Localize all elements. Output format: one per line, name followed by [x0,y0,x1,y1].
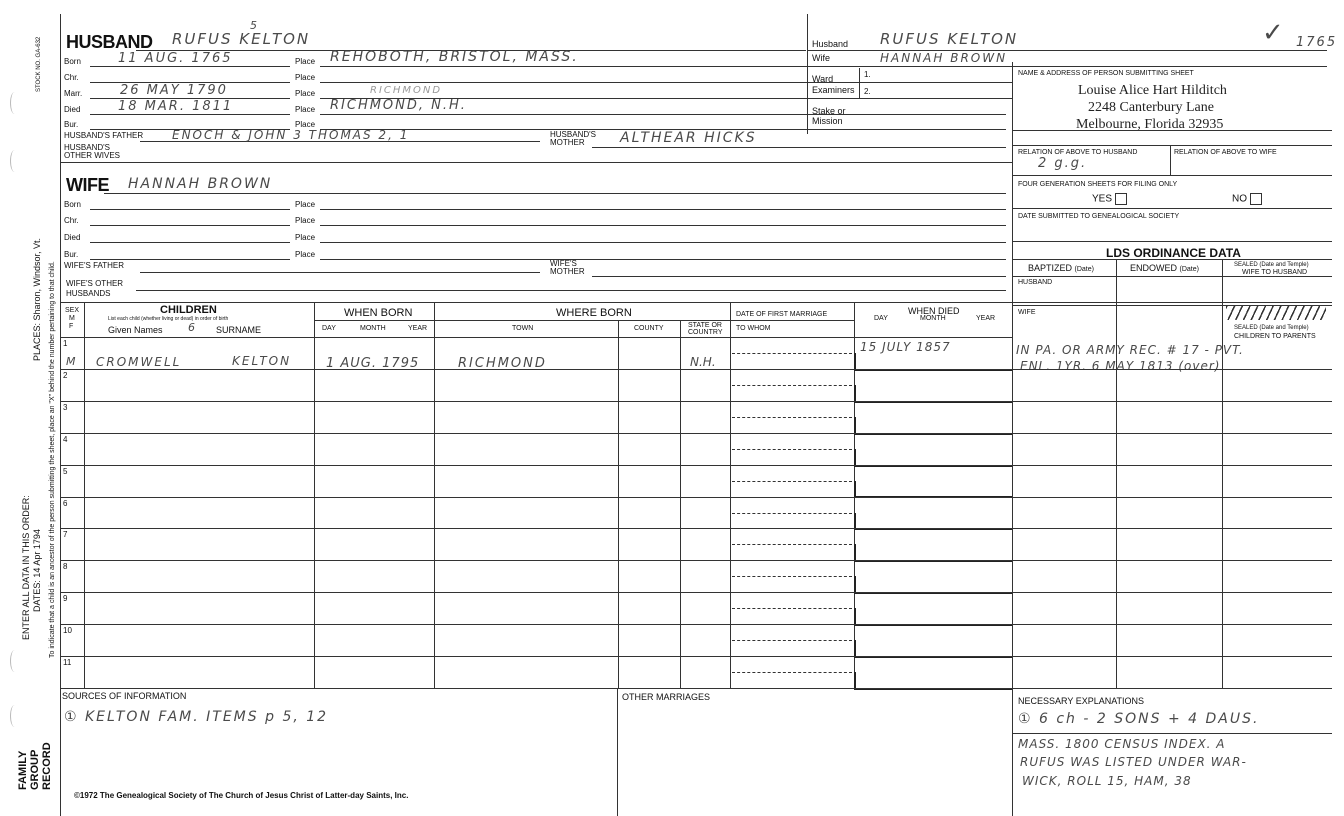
ward-husband-label: Husband [812,39,849,49]
born-month-label: MONTH [360,325,386,332]
yes-label: YES [1092,193,1113,205]
group-label: GROUP [29,749,41,790]
marriage-dash-line [732,449,852,450]
husband-heading: HUSBAND [66,32,153,52]
submitter-label: NAME & ADDRESS OF PERSON SUBMITTING SHEET [1018,70,1194,77]
sealed-children-label-1: SEALED (Date and Temple) [1234,325,1309,331]
child-row-number: 8 [63,562,68,572]
lds-header-line [1012,276,1332,277]
born-day-label: DAY [322,325,336,332]
husband-died: 18 MAR. 1811 [118,99,234,114]
no-checkbox[interactable] [1250,193,1262,205]
col-state [680,320,681,688]
date-submitted-bottom-line [1012,241,1332,242]
husband-born: 11 AUG. 1765 [118,51,233,66]
family-label: FAMILY [17,750,29,790]
rel-husband-label: RELATION OF ABOVE TO HUSBAND [1018,149,1138,156]
husband-section-bottom [60,162,1012,163]
ward-label: Ward [812,74,834,84]
lds-note-2: ENL. 1YR. 6 MAY 1813 (over) [1020,359,1221,373]
relation-divider [1170,145,1171,175]
child-1-died: 15 JULY 1857 [860,340,951,354]
state-label-1: STATE OR [688,322,722,329]
wife-other-label-2: HUSBANDS [66,289,111,298]
examiners-label: Examiners [812,85,855,95]
footer-top-line [60,688,1332,689]
date-submitted-label: DATE SUBMITTED TO GENEALOGICAL SOCIETY [1018,213,1180,220]
col-county [618,320,619,688]
child-row-line [60,656,1332,657]
footer-divider [617,688,618,816]
relation-top-line [1012,145,1332,146]
child-row-number: 7 [63,530,68,540]
child-row-line [60,465,1332,466]
given-count: 6 [188,321,197,334]
child-1-state: N.H. [690,355,716,369]
sources-value: ① KELTON FAM. ITEMS p 5, 12 [64,709,329,725]
chr-label: Chr. [64,73,79,82]
places-note: PLACES: Sharon, Windsor, Vt. [32,237,42,361]
sealed-children-label-2: CHILDREN TO PARENTS [1234,333,1316,340]
husband-died-place: RICHMOND, N.H. [330,98,467,113]
ancestor-note: To indicate that a child is an ancestor of the person submitting the sheet, place an "X" behind the number pertaining to that child. [49,261,56,658]
rel-husband-value: 2 g.g. [1038,156,1088,171]
punch-hole [10,705,19,727]
examiner-bottom-line [807,98,1012,99]
child-row-number: 11 [63,658,72,667]
child-row-number: 4 [63,434,68,444]
other-wives-label-2: OTHER WIVES [64,151,121,160]
submitter-line [1012,130,1332,131]
mission-label: Mission [812,116,843,126]
child-row-number: 9 [63,594,68,604]
wife-section-bottom [60,302,1332,303]
relation-bottom-line [1012,175,1332,176]
check-mark-icon: ✓ [1262,18,1284,48]
sources-label: SOURCES OF INFORMATION [62,691,187,701]
wife-name-line [104,193,1006,194]
yes-checkbox[interactable] [1115,193,1127,205]
place-label: Place [295,89,316,98]
to-whom-label: TO WHOM [736,325,771,332]
place-label: Place [295,200,316,209]
wife-died-place-line [320,242,1006,243]
children-subtitle: List each child (whether living or dead) in order of birth [108,316,229,322]
lds-husband-label: HUSBAND [1018,279,1053,286]
wife-born-label: Born [64,200,81,209]
child-row-number: 6 [63,498,68,508]
when-died-label: WHEN DIED [908,306,960,316]
sex-f-label: F [69,323,74,330]
explanations-label: NECESSARY EXPLANATIONS [1018,696,1145,706]
yes-option[interactable] [1092,193,1127,205]
marriage-dash-line [732,544,852,545]
dates-note: DATES: 14 Apr 1794 [32,529,42,612]
first-marriage-label: DATE OF FIRST MARRIAGE [736,311,828,318]
child-row-line [60,560,1332,561]
endowed-text: ENDOWED [1130,263,1177,273]
four-gen-bottom-line [1012,208,1332,209]
child-row-number: 3 [63,402,68,412]
died-place-line [320,114,1006,115]
died-year-label: YEAR [976,315,996,322]
punch-hole [10,150,19,172]
when-born-label: WHEN BORN [344,307,413,319]
sealed-wife-label-2: WIFE TO HUSBAND [1242,269,1308,276]
lds-title-line [1012,259,1332,260]
punch-hole [10,92,19,114]
child-1-born: 1 AUG. 1795 [326,356,420,371]
wife-other-label-1: WIFE'S OTHER [66,279,124,288]
explanation-line-4: WICK, ROLL 15, HAM, 38 [1022,774,1192,788]
born-label: Born [64,57,81,66]
husband-mother: ALTHEAR HICKS [620,130,757,146]
submitter-street: 2248 Canterbury Lane [1088,100,1214,115]
no-option[interactable] [1232,193,1262,205]
wife-chr-line [90,225,290,226]
husband-superscript: 5 [250,19,259,32]
husband-father: ENOCH & JOHN 3 THOMAS 2, 1 [172,128,410,142]
frame-left [60,14,61,816]
child-row-line [60,433,1332,434]
col-marriage [730,302,731,688]
marriage-dash-line [732,417,852,418]
year-note: 1765 [1296,35,1338,50]
died-label: Died [64,105,81,114]
enter-order-note: ENTER ALL DATA IN THIS ORDER: [21,495,31,640]
ward-wife-line [807,66,1327,67]
marriage-dash-line [732,640,852,641]
other-marriages-label: OTHER MARRIAGES [622,692,711,702]
child-row-line [60,624,1332,625]
child-row-line [60,497,1332,498]
husband-father-label: HUSBAND'S FATHER [64,131,144,140]
marriage-dash-line [732,353,852,354]
place-label: Place [295,216,316,225]
died-day-label: DAY [874,315,888,322]
wife-mother-line [592,276,1006,277]
when-born-line [314,320,434,321]
husband-name: RUFUS KELTON [172,30,311,48]
child-row-line [60,369,1332,370]
no-label: NO [1232,193,1247,205]
died-month-label: MONTH [920,315,946,322]
child-row-line [60,592,1332,593]
stock-number: STOCK NO. GA-632 [36,36,42,92]
marriage-dash-line [732,385,852,386]
husband-mother-line [592,147,1006,148]
place-label: Place [295,57,316,66]
child-1-town: RICHMOND [458,356,547,371]
four-gen-label: FOUR GENERATION SHEETS FOR FILING ONLY [1018,181,1178,188]
endowed-label [1130,264,1199,273]
wife-chr-label: Chr. [64,216,79,225]
wife-bur-label: Bur. [64,250,79,259]
examiner-2: 2. [864,87,871,96]
child-1-given: CROMWELL [96,355,182,369]
wife-died-line [90,242,290,243]
place-label: Place [295,120,316,129]
given-names-label: Given Names [108,325,163,335]
child-row-number: 1 [63,339,68,348]
rel-wife-label: RELATION OF ABOVE TO WIFE [1174,149,1277,156]
where-born-line [434,320,730,321]
explanation-divider [1012,733,1332,734]
place-label: Place [295,105,316,114]
husband-mother-label-1: HUSBAND'S [550,130,596,139]
examiner-1: 1. [864,70,871,79]
child-1-sex: M [66,355,76,368]
other-wives-label-1: HUSBAND'S [64,143,110,152]
divider-ward [807,14,808,134]
marriage-dash-line [732,513,852,514]
children-header-bottom [60,337,1012,338]
ward-wife-label: Wife [812,53,830,63]
children-title: CHILDREN [160,304,217,316]
marriage-dash-line [732,481,852,482]
husband-marr: 26 MAY 1790 [120,83,228,98]
col-sex [84,302,85,688]
child-1-surname: KELTON [232,354,292,368]
marriage-dash-line [732,576,852,577]
wife-died-label: Died [64,233,81,242]
wife-father-line [140,272,540,273]
wife-born-line [90,209,290,210]
copyright: ©1972 The Genealogical Society of The Church of Jesus Christ of Latter-day Saints, Inc. [74,791,409,800]
record-label: RECORD [41,742,53,790]
town-label: TOWN [512,325,534,332]
wife-name: HANNAH BROWN [128,176,273,192]
explanation-line-3: RUFUS WAS LISTED UNDER WAR- [1020,755,1247,769]
sealed-wife-label-1: SEALED (Date and Temple) [1234,262,1309,268]
born-line [90,66,290,67]
first-marriage-line [730,320,854,321]
bur-label: Bur. [64,120,79,129]
husband-born-place: REHOBOTH, BRISTOL, MASS. [330,49,579,65]
stake-label: Stake or [812,106,846,116]
marriage-dash-line [732,672,852,673]
lds-title: LDS ORDINANCE DATA [1106,246,1241,260]
surname-label: SURNAME [216,325,262,335]
child-row-line [60,401,1332,402]
husband-mother-label-2: MOTHER [550,138,585,147]
child-row-number: 2 [63,370,68,380]
col-where-born [434,302,435,688]
county-label: COUNTY [634,325,664,332]
marr-label: Marr. [64,89,83,98]
wife-bur-place-line [320,259,1006,260]
ward-husband-value: RUFUS KELTON [880,30,1019,48]
submitter-city: Melbourne, Florida 32935 [1076,117,1224,132]
col-when-born [314,302,315,688]
ward-wife-value: HANNAH BROWN [880,51,1008,65]
child-row-line [60,528,1332,529]
wife-mother-label-2: MOTHER [550,267,585,276]
where-born-label: WHERE BORN [556,307,632,319]
wife-born-place-line [320,209,1006,210]
baptized-label [1028,264,1094,273]
state-label-2: COUNTRY [688,329,723,336]
baptized-date-hint: (Date) [1074,266,1094,273]
place-label: Place [295,250,316,259]
examiner-divider [859,68,860,98]
hatched-cell [1226,306,1326,320]
wife-heading: WIFE [66,175,109,195]
wife-other-line [136,290,1006,291]
lds-wife-label: WIFE [1018,309,1036,316]
child-row-number: 10 [63,626,72,636]
place-label: Place [295,73,316,82]
explanation-line-1: ① 6 ch - 2 SONS + 4 DAUS. [1018,711,1260,727]
sex-label: SEX [65,307,80,314]
wife-father-label: WIFE'S FATHER [64,261,125,270]
submitter-name: Louise Alice Hart Hilditch [1078,83,1227,98]
wife-mother-label-1: WIFE'S [550,259,577,268]
died-line [90,114,290,115]
wife-bur-line [90,259,290,260]
place-label: Place [295,233,316,242]
explanation-line-2: MASS. 1800 CENSUS INDEX. A [1018,737,1226,751]
examiner-mid-line [859,82,1012,83]
wife-chr-place-line [320,225,1006,226]
marriage-dash-line [732,608,852,609]
sex-m-label: M [69,315,75,322]
endowed-date-hint: (Date) [1179,266,1199,273]
husband-marr-place: RICHMOND [370,85,443,96]
punch-hole [10,650,19,672]
born-year-label: YEAR [408,325,428,332]
baptized-text: BAPTIZED [1028,263,1073,273]
lds-note-1: IN PA. OR ARMY REC. # 17 - PVT. [1016,343,1244,357]
child-row-number: 5 [63,466,68,476]
